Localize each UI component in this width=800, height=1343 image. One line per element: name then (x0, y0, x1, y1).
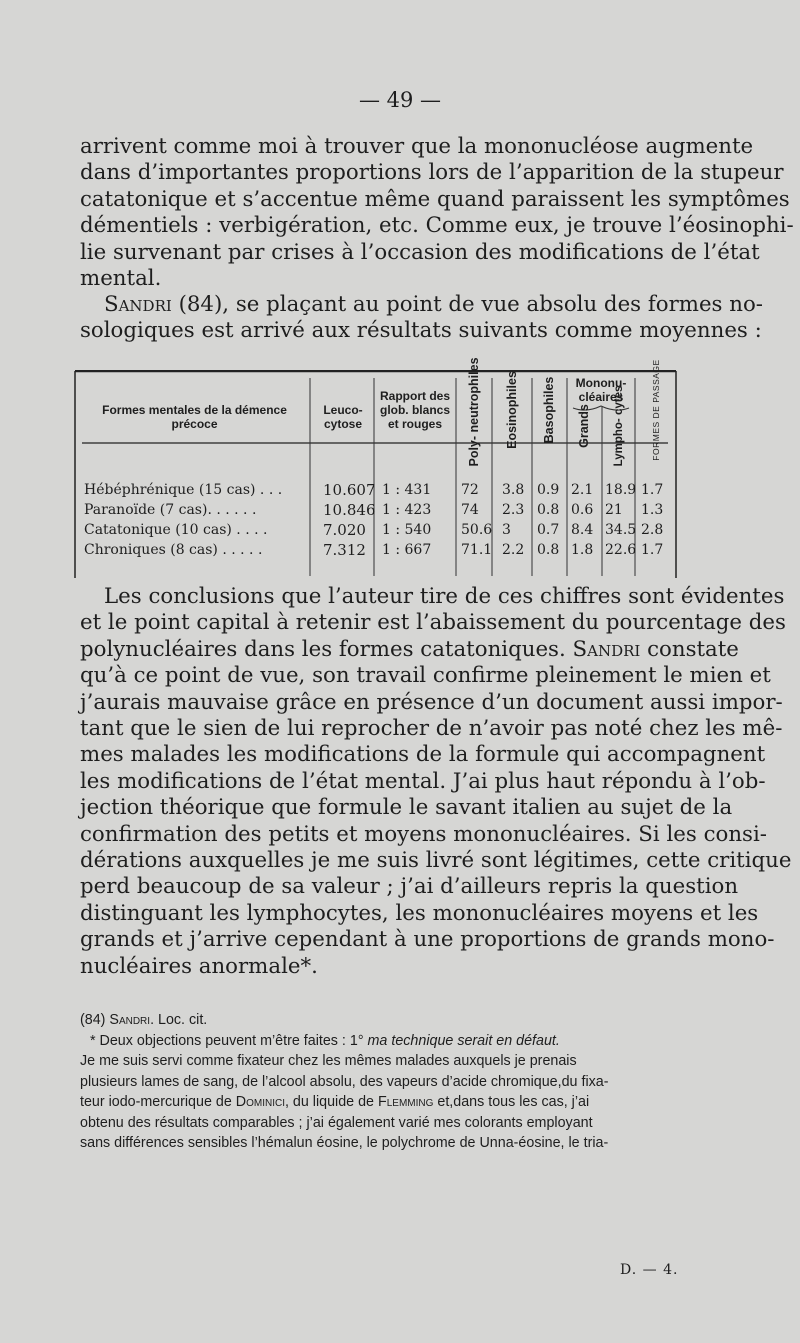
paragraph-conclusions (80, 584, 792, 980)
author-name: Flemming (377, 1094, 434, 1110)
cell-forme: Catatonique (10 cas) . . . . (84, 522, 268, 538)
header-leucocytose: Leuco- cytose (323, 403, 363, 431)
author-name: Sandri (104, 292, 172, 317)
header-mononu: Mononu- cléaires (575, 376, 627, 404)
cell-grands: 8.4 (571, 522, 594, 538)
text-line: confirmation des petits et moyens mononucléaires. Si les consi- (80, 821, 767, 847)
cell-eosino: 2.3 (502, 502, 525, 518)
cell-leuco: 7.312 (323, 541, 366, 559)
footnote-ref (80, 1010, 700, 1031)
signature-mark: D. — 4. (620, 1262, 679, 1278)
cell-grands: 0.6 (571, 502, 594, 518)
cell-rapport: 1 : 423 (382, 502, 432, 518)
text-fragment: Les conclusions que l’auteur tire de ces chiffres sont évidentes (104, 584, 785, 609)
footnotes (80, 1010, 700, 1154)
cell-baso: 0.8 (537, 502, 560, 518)
header-passage: FORMES DE PASSAGE (651, 359, 661, 461)
cell-rapport: 1 : 431 (382, 482, 432, 498)
cell-poly: 71.1 (461, 542, 493, 558)
text-line: lie survenant par crises à l’occasion des modifications de l’état (80, 239, 760, 265)
text-fragment: * Deux objections peuvent m’être faites : 1° (90, 1032, 368, 1049)
text-line: sologiques est arrivé aux résultats suivants comme moyennes : (80, 318, 762, 344)
footnote-line: plusieurs lames de sang, de l’alcool absolu, des vapeurs d’acide chromique,du fixa- (80, 1073, 609, 1090)
cell-forme: Paranoïde (7 cas). . . . . . (84, 502, 257, 518)
cell-rapport: 1 : 667 (382, 542, 432, 558)
text-line: dans d’importantes proportions lors de l’apparition de la stupeur (80, 160, 784, 186)
text-line: les modifications de l’état mental. J’ai plus haut répondu à l’ob- (80, 768, 766, 794)
cell-baso: 0.8 (537, 542, 560, 558)
text-fragment: et,dans tous les cas, j’ai (433, 1094, 590, 1110)
cell-baso: 0.9 (537, 482, 560, 498)
text-fragment: polynucléaires dans les formes catatoniques. (80, 636, 566, 662)
text-line: tant que le sien de lui reprocher de n’avoir pas noté chez les mê- (80, 716, 783, 742)
text-fragment: , du liquide de (284, 1094, 378, 1110)
header-grands: Grands (577, 404, 591, 448)
text-fragment: constate (640, 636, 739, 662)
author-name: Sandri (572, 636, 641, 662)
cell-rapport: 1 : 540 (382, 522, 432, 538)
footnote-line (80, 1092, 700, 1113)
paragraph-sandri (80, 292, 763, 345)
text-line: qu’à ce point de vue, son travail confirme pleinement le mien et (80, 663, 771, 689)
footnote-line (80, 1031, 700, 1052)
text-line: dérations auxquelles je me suis livré sont légitimes, cette critique (80, 848, 792, 874)
text-fragment: (84), se plaçant au point de vue absolu des formes no- (171, 292, 763, 317)
paragraph-intro (80, 134, 794, 292)
page-number: — 49 — (358, 88, 442, 112)
cell-passage: 1.3 (641, 502, 664, 518)
text-line: catatonique et s’accentue même quand paraissent les symptômes (80, 186, 790, 212)
author-name: Dominici (235, 1094, 285, 1110)
text-line: distinguant les lymphocytes, les mononucléaires moyens et les (80, 900, 759, 926)
cell-leuco: 7.020 (323, 521, 366, 539)
cell-eosino: 2.2 (502, 542, 525, 558)
cell-lympho: 34.5 (605, 522, 637, 538)
footnote-line: Je me suis servi comme fixateur chez les mêmes malades auxquels je prenais (80, 1053, 577, 1069)
cell-passage: 1.7 (641, 482, 664, 498)
text-line: arrivent comme moi à trouver que la mononucléose augmente (80, 134, 754, 159)
text-fragment: ma technique serait en défaut. (367, 1032, 560, 1049)
text-line: jection théorique que formule le savant italien au sujet de la (80, 795, 733, 821)
text-line: perd beaucoup de sa valeur ; j’ai d’ailleurs repris la question (80, 874, 739, 900)
text-line: et le point capital à retenir est l’abaissement du pourcentage des (80, 610, 786, 636)
cell-forme: Hébéphrénique (15 cas) . . . (84, 482, 283, 498)
text-line: démentiels : verbigération, etc. Comme eux, je trouve l’éosinophi- (80, 213, 794, 239)
cell-poly: 50.6 (461, 522, 493, 538)
cell-passage: 1.7 (641, 542, 664, 558)
text-fragment: . Loc. cit. (150, 1012, 208, 1028)
cell-baso: 0.7 (537, 522, 560, 538)
cell-eosino: 3 (502, 522, 511, 538)
text-line (80, 636, 739, 663)
cell-forme: Chroniques (8 cas) . . . . . (84, 542, 263, 558)
cell-grands: 1.8 (571, 542, 594, 558)
header-formes: Formes mentales de la démence précoce (102, 403, 287, 431)
cell-poly: 72 (461, 482, 479, 498)
header-eosino: Eosinophiles (505, 371, 519, 449)
header-baso: Basophiles (542, 376, 556, 444)
text-line: grands et j’arrive cependant à une proportions de grands mono- (80, 927, 775, 953)
text-line (80, 584, 785, 610)
cell-lympho: 21 (605, 502, 623, 518)
text-line: nucléaires anormale*. (80, 953, 318, 979)
text-line: j’aurais mauvaise grâce en présence d’un document aussi impor- (80, 689, 783, 715)
header-rapport: Rapport des glob. blancs et rouges (379, 389, 450, 431)
author-name: Sandri (109, 1012, 151, 1028)
text-line: mental. (80, 266, 162, 292)
text-line: mes malades les modifications de la formule qui accompagnent (80, 742, 766, 768)
results-table (72, 357, 678, 580)
footnote-line: obtenu des résultats comparables ; j’ai également varié mes colorants employant (80, 1114, 593, 1131)
footnote-line: sans différences sensibles l’hémalun éosine, le polychrome de Unna-éosine, le tria- (80, 1135, 609, 1151)
text-line (80, 292, 763, 318)
header-poly: Poly- neutrophiles (467, 357, 481, 467)
cell-leuco: 10.607 (323, 481, 376, 499)
cell-eosino: 3.8 (502, 482, 525, 498)
cell-lympho: 22.6 (605, 542, 637, 558)
text-fragment: (84) (80, 1012, 110, 1028)
cell-leuco: 10.846 (323, 501, 376, 519)
cell-grands: 2.1 (571, 482, 594, 498)
cell-poly: 74 (461, 502, 479, 518)
header-lympho: Lympho- cytes (613, 385, 625, 467)
cell-lympho: 18.9 (605, 482, 637, 498)
cell-passage: 2.8 (641, 522, 664, 538)
text-fragment: teur iodo-mercurique de (80, 1094, 236, 1110)
